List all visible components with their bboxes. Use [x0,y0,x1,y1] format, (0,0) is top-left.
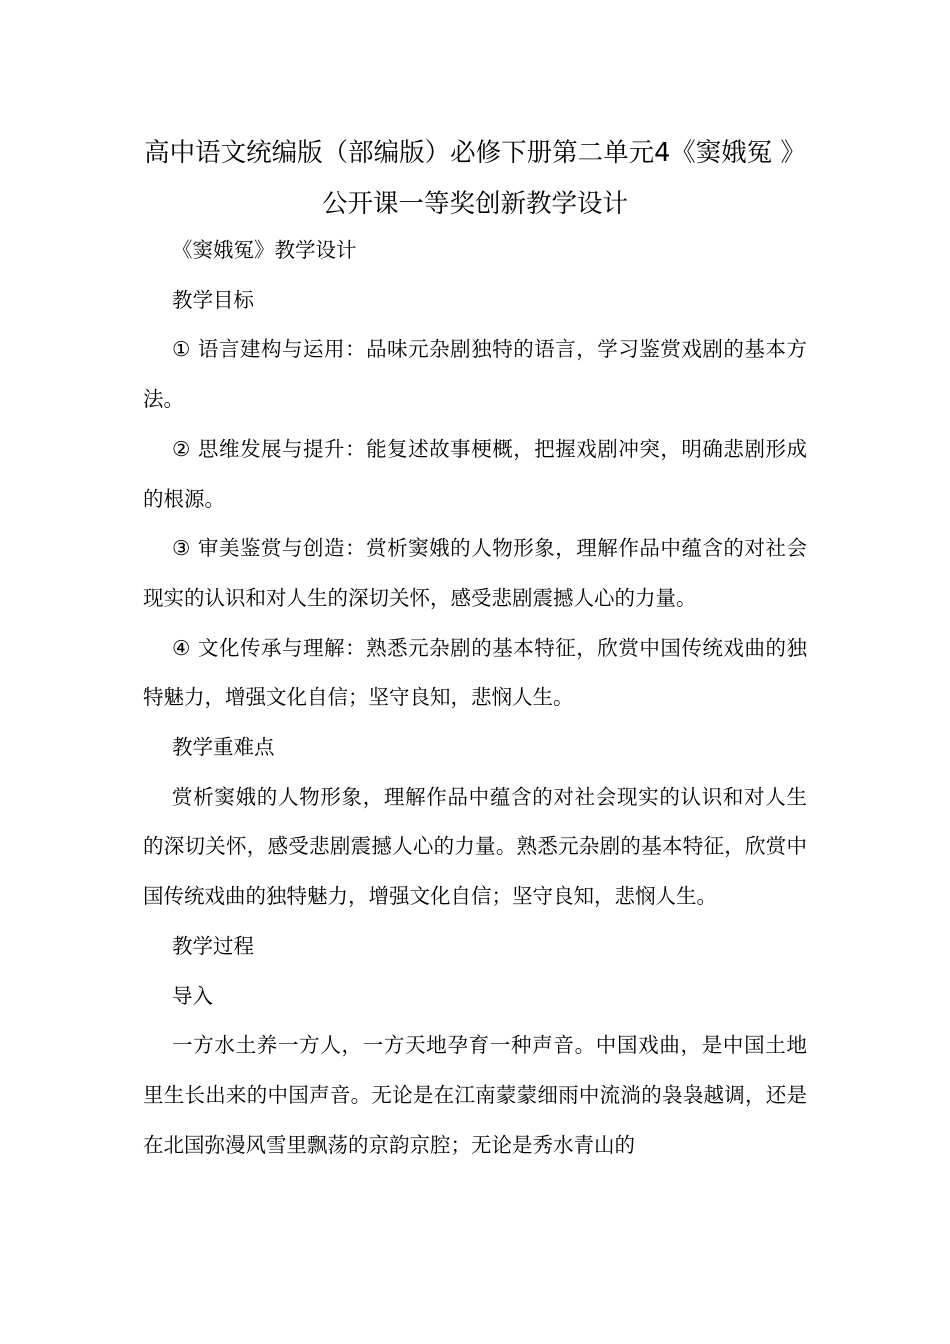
intro-heading: 导入 [172,983,213,1008]
process-heading: 教学过程 [172,933,254,958]
intro-paragraph: 一方水土养一方人，一方天地孕育一种声音。中国戏曲，是中国土地里生长出来的中国声音。无论是在江南蒙蒙细雨中流淌的袅袅越调，还是在北国弥漫风雪里飘荡的京韵京腔；无论是秀水青山的 [143,1033,807,1157]
document-title: 高中语文统编版（部编版）必修下册第二单元4《窦娥冤 》公开课一等奖创新教学设计 [144,138,806,219]
subtitle: 《窦娥冤》教学设计 [172,238,357,262]
goal-item: ③ 审美鉴赏与创造：赏析窦娥的人物形象，理解作品中蕴含的对社会现实的认识和对人生的深切关怀，感受悲剧震撼人心的力量。 [143,536,807,610]
goal-item: ① 语言建构与运用：品味元杂剧独特的语言，学习鉴赏戏剧的基本方法。 [143,337,807,412]
goal-item: ④ 文化传承与理解：熟悉元杂剧的基本特征，欣赏中国传统戏曲的独特魅力，增强文化自信；坚守良知，悲悯人生。 [143,635,807,710]
goals-heading: 教学目标 [172,287,254,312]
keypoints-paragraph: 赏析窦娥的人物形象，理解作品中蕴含的对社会现实的认识和对人生的深切关怀，感受悲剧震撼人心的力量。熟悉元杂剧的基本特征，欣赏中国传统戏曲的独特魅力，增强文化自信；坚守良知，悲悯人生。 [143,784,807,909]
goal-item: ② 思维发展与提升：能复述故事梗概，把握戏剧冲突，明确悲剧形成的根源。 [143,436,807,511]
keypoints-heading: 教学重难点 [172,735,275,760]
document-body [143,226,807,1170]
